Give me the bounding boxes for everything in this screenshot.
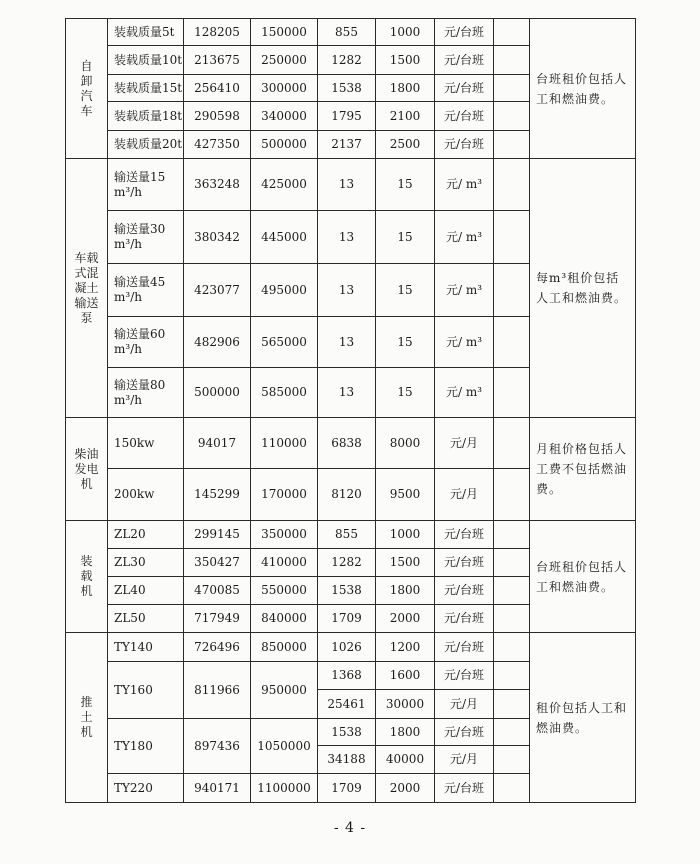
unit-cell: 元/台班 (435, 719, 494, 746)
spec-cell (108, 102, 184, 131)
remark-cell: 台班租价包括人工和燃油费。 (530, 19, 636, 159)
value-cell: 1500 (376, 46, 435, 75)
value-cell: 940171 (184, 774, 251, 803)
spec-cell (108, 211, 184, 264)
value-cell: 1000 (376, 521, 435, 549)
unit-cell: 元/ m³ (435, 264, 494, 317)
value-cell: 13 (318, 211, 376, 264)
unit-cell: 元/ m³ (435, 317, 494, 368)
spec-label: 输送量15 m³/h (114, 169, 166, 199)
unit-cell: 元/台班 (435, 131, 494, 159)
value-cell: 410000 (251, 549, 318, 577)
value-cell: 1026 (318, 633, 376, 662)
empty-cell (494, 159, 530, 211)
value-cell: 8120 (318, 469, 376, 521)
value-cell: 1600 (376, 662, 435, 690)
spec-cell (108, 264, 184, 317)
remark-cell: 月租价格包括人工费不包括燃油费。 (530, 418, 636, 521)
value-cell: 427350 (184, 131, 251, 159)
spec-cell (108, 317, 184, 368)
value-cell: 495000 (251, 264, 318, 317)
unit-cell: 元/台班 (435, 19, 494, 46)
value-cell: 1800 (376, 75, 435, 102)
empty-cell (494, 521, 530, 549)
value-cell: 25461 (318, 690, 376, 719)
spec-cell (108, 633, 184, 662)
value-cell: 150000 (251, 19, 318, 46)
value-cell: 1795 (318, 102, 376, 131)
empty-cell (494, 469, 530, 521)
value-cell: 290598 (184, 102, 251, 131)
spec-cell (108, 418, 184, 469)
unit-cell: 元/台班 (435, 75, 494, 102)
spec-label: 150kw (114, 435, 155, 450)
empty-cell (494, 102, 530, 131)
value-cell: 15 (376, 211, 435, 264)
value-cell: 1800 (376, 577, 435, 605)
unit-cell: 元/台班 (435, 102, 494, 131)
empty-cell (494, 633, 530, 662)
value-cell: 1500 (376, 549, 435, 577)
value-cell: 256410 (184, 75, 251, 102)
value-cell: 717949 (184, 605, 251, 633)
value-cell: 585000 (251, 368, 318, 418)
spec-label: TY140 (114, 639, 153, 654)
value-cell: 850000 (251, 633, 318, 662)
value-cell: 897436 (184, 719, 251, 774)
value-cell: 950000 (251, 662, 318, 719)
spec-cell (108, 131, 184, 159)
spec-cell (108, 19, 184, 46)
spec-cell (108, 719, 184, 774)
empty-cell (494, 719, 530, 746)
spec-label: 装载质量20t (114, 137, 183, 151)
spec-label: TY220 (114, 780, 153, 795)
spec-label: 200kw (114, 487, 155, 501)
spec-cell (108, 549, 184, 577)
value-cell: 300000 (251, 75, 318, 102)
value-cell: 1538 (318, 577, 376, 605)
value-cell: 1538 (318, 75, 376, 102)
table-row (66, 521, 636, 549)
table-row (66, 159, 636, 211)
spec-cell (108, 368, 184, 418)
value-cell: 350000 (251, 521, 318, 549)
spec-label: ZL30 (114, 555, 146, 569)
value-cell: 726496 (184, 633, 251, 662)
spec-label: TY160 (114, 682, 153, 697)
spec-label: 装载质量10t (114, 52, 183, 67)
empty-cell (494, 46, 530, 75)
value-cell: 1800 (376, 719, 435, 746)
value-cell: 145299 (184, 469, 251, 521)
remark-cell: 每m³租价包括人工和燃油费。 (530, 159, 636, 418)
value-cell: 9500 (376, 469, 435, 521)
spec-label: 输送量60 m³/h (114, 327, 166, 356)
empty-cell (494, 577, 530, 605)
value-cell: 1709 (318, 774, 376, 803)
value-cell: 2100 (376, 102, 435, 131)
value-cell: 363248 (184, 159, 251, 211)
value-cell: 13 (318, 368, 376, 418)
value-cell: 13 (318, 264, 376, 317)
value-cell: 1709 (318, 605, 376, 633)
empty-cell (494, 19, 530, 46)
value-cell: 425000 (251, 159, 318, 211)
unit-cell: 元/台班 (435, 662, 494, 690)
spec-label: 输送量45 m³/h (114, 275, 166, 304)
unit-cell: 元/月 (435, 746, 494, 774)
value-cell: 840000 (251, 605, 318, 633)
value-cell: 250000 (251, 46, 318, 75)
value-cell: 13 (318, 159, 376, 211)
spec-label: ZL20 (114, 527, 146, 541)
remark-cell: 台班租价包括人工和燃油费。 (530, 521, 636, 633)
unit-cell: 元/月 (435, 469, 494, 521)
unit-cell: 元/ m³ (435, 159, 494, 211)
value-cell: 2137 (318, 131, 376, 159)
value-cell: 15 (376, 368, 435, 418)
spec-label: 装载质量18t (114, 108, 183, 123)
value-cell: 500000 (251, 131, 318, 159)
spec-label: 输送量80 m³/h (114, 377, 166, 407)
value-cell: 128205 (184, 19, 251, 46)
spec-cell (108, 577, 184, 605)
value-cell: 6838 (318, 418, 376, 469)
empty-cell (494, 605, 530, 633)
value-cell: 1100000 (251, 774, 318, 803)
value-cell: 2000 (376, 774, 435, 803)
value-cell: 40000 (376, 746, 435, 774)
unit-cell: 元/月 (435, 690, 494, 719)
value-cell: 170000 (251, 469, 318, 521)
value-cell: 8000 (376, 418, 435, 469)
value-cell: 482906 (184, 317, 251, 368)
empty-cell (494, 211, 530, 264)
value-cell: 13 (318, 317, 376, 368)
value-cell: 15 (376, 264, 435, 317)
value-cell: 299145 (184, 521, 251, 549)
table-row (66, 418, 636, 469)
unit-cell: 元/台班 (435, 521, 494, 549)
spec-label: 装载质量5t (114, 24, 175, 39)
unit-cell: 元/台班 (435, 577, 494, 605)
value-cell: 470085 (184, 577, 251, 605)
value-cell: 1538 (318, 719, 376, 746)
value-cell: 855 (318, 19, 376, 46)
value-cell: 445000 (251, 211, 318, 264)
spec-label: 装载质量15t (114, 80, 183, 95)
category-cell: 车载 式混 凝土 输送 泵 (66, 159, 108, 418)
empty-cell (494, 774, 530, 803)
value-cell: 811966 (184, 662, 251, 719)
empty-cell (494, 549, 530, 577)
category-cell: 柴油 发电 机 (66, 418, 108, 521)
value-cell: 350427 (184, 549, 251, 577)
spec-label: TY180 (114, 738, 153, 753)
spec-cell (108, 605, 184, 633)
value-cell: 1050000 (251, 719, 318, 774)
empty-cell (494, 368, 530, 418)
spec-label: 输送量30 m³/h (114, 222, 166, 251)
spec-cell (108, 662, 184, 719)
unit-cell: 元/台班 (435, 549, 494, 577)
unit-cell: 元/台班 (435, 46, 494, 75)
table-row (66, 633, 636, 662)
value-cell: 1282 (318, 46, 376, 75)
empty-cell (494, 746, 530, 774)
spec-cell (108, 774, 184, 803)
value-cell: 380342 (184, 211, 251, 264)
value-cell: 2000 (376, 605, 435, 633)
value-cell: 1000 (376, 19, 435, 46)
unit-cell: 元/台班 (435, 605, 494, 633)
unit-cell: 元/ m³ (435, 368, 494, 418)
empty-cell (494, 131, 530, 159)
empty-cell (494, 690, 530, 719)
empty-cell (494, 75, 530, 102)
empty-cell (494, 264, 530, 317)
value-cell: 340000 (251, 102, 318, 131)
price-table-container (65, 18, 636, 803)
value-cell: 1282 (318, 549, 376, 577)
value-cell: 500000 (184, 368, 251, 418)
value-cell: 855 (318, 521, 376, 549)
page-number: - 4 - (333, 820, 367, 836)
value-cell: 110000 (251, 418, 318, 469)
value-cell: 213675 (184, 46, 251, 75)
spec-cell (108, 75, 184, 102)
value-cell: 94017 (184, 418, 251, 469)
remark-cell: 租价包括人工和燃油费。 (530, 633, 636, 803)
spec-label: ZL40 (114, 583, 146, 597)
value-cell: 565000 (251, 317, 318, 368)
category-cell: 装 载 机 (66, 521, 108, 633)
unit-cell: 元/台班 (435, 633, 494, 662)
spec-cell (108, 46, 184, 75)
spec-cell (108, 469, 184, 521)
empty-cell (494, 418, 530, 469)
category-cell: 自 卸 汽 车 (66, 19, 108, 159)
value-cell: 34188 (318, 746, 376, 774)
unit-cell: 元/台班 (435, 774, 494, 803)
empty-cell (494, 662, 530, 690)
value-cell: 15 (376, 159, 435, 211)
table-row (66, 19, 636, 46)
equipment-rental-table (65, 18, 636, 803)
value-cell: 1368 (318, 662, 376, 690)
unit-cell: 元/月 (435, 418, 494, 469)
spec-cell (108, 521, 184, 549)
value-cell: 30000 (376, 690, 435, 719)
value-cell: 1200 (376, 633, 435, 662)
value-cell: 550000 (251, 577, 318, 605)
category-cell: 推 土 机 (66, 633, 108, 803)
spec-label: ZL50 (114, 611, 146, 625)
spec-cell (108, 159, 184, 211)
empty-cell (494, 317, 530, 368)
value-cell: 423077 (184, 264, 251, 317)
value-cell: 15 (376, 317, 435, 368)
unit-cell: 元/ m³ (435, 211, 494, 264)
value-cell: 2500 (376, 131, 435, 159)
